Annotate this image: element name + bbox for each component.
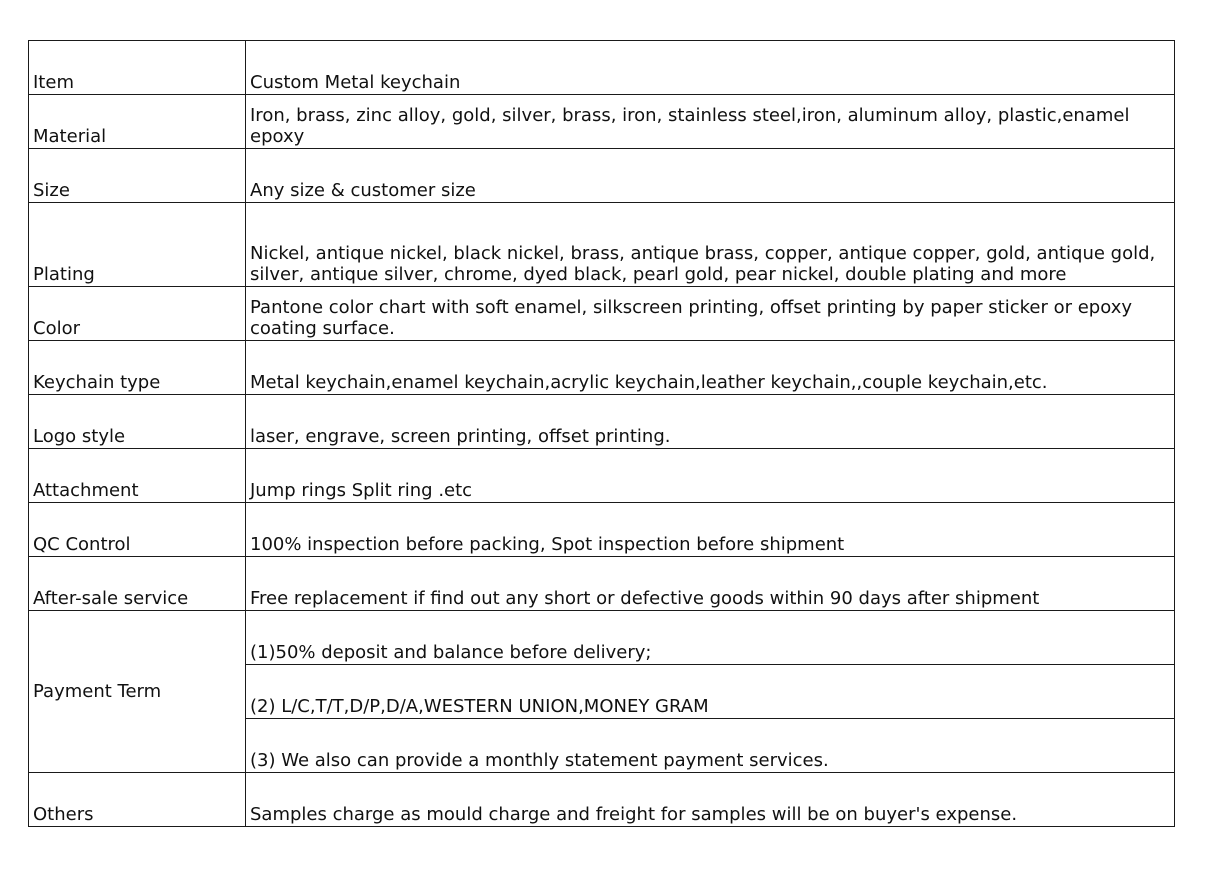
row-label: Others: [29, 773, 246, 827]
spec-table: [28, 40, 1175, 827]
row-label: Size: [29, 149, 246, 203]
row-label: Color: [29, 287, 246, 341]
payment-term-3: (3) We also can provide a monthly statement payment services.: [246, 719, 1175, 773]
row-value: Metal keychain,enamel keychain,acrylic keychain,leather keychain,,couple keychain,etc.: [246, 341, 1175, 395]
table-row-payment-term: [29, 611, 1175, 665]
payment-term-1: (1)50% deposit and balance before delivery;: [246, 611, 1175, 665]
table-row-plating: [29, 203, 1175, 287]
table-row-after-sale-service: [29, 557, 1175, 611]
row-label: Keychain type: [29, 341, 246, 395]
table-row-material: [29, 95, 1175, 149]
payment-term-2: (2) L/C,T/T,D/P,D/A,WESTERN UNION,MONEY GRAM: [246, 665, 1175, 719]
row-label: Item: [29, 41, 246, 95]
row-value: 100% inspection before packing, Spot inspection before shipment: [246, 503, 1175, 557]
row-value: Samples charge as mould charge and freight for samples will be on buyer's expense.: [246, 773, 1175, 827]
row-value: Iron, brass, zinc alloy, gold, silver, brass, iron, stainless steel,iron, aluminum alloy, plastic,enamel epoxy: [246, 95, 1175, 149]
row-label: Attachment: [29, 449, 246, 503]
row-label: Logo style: [29, 395, 246, 449]
row-value: Nickel, antique nickel, black nickel, brass, antique brass, copper, antique copper, gold, antique gold, silver, antique silver, chrome, dyed black, pearl gold, pear nickel, double plating and more: [246, 203, 1175, 287]
row-label: QC Control: [29, 503, 246, 557]
row-value: Jump rings Split ring .etc: [246, 449, 1175, 503]
table-row-qc-control: [29, 503, 1175, 557]
row-label: Payment Term: [29, 611, 246, 773]
table-row-logo-style: [29, 395, 1175, 449]
table-row-color: [29, 287, 1175, 341]
row-value: Pantone color chart with soft enamel, silkscreen printing, offset printing by paper sticker or epoxy coating surface.: [246, 287, 1175, 341]
row-value: Custom Metal keychain: [246, 41, 1175, 95]
row-value: laser, engrave, screen printing, offset printing.: [246, 395, 1175, 449]
table-row-item: [29, 41, 1175, 95]
row-label: After-sale service: [29, 557, 246, 611]
table-row-size: [29, 149, 1175, 203]
table-row-attachment: [29, 449, 1175, 503]
row-label: Plating: [29, 203, 246, 287]
table-row-others: [29, 773, 1175, 827]
table-row-keychain-type: [29, 341, 1175, 395]
row-value: Any size & customer size: [246, 149, 1175, 203]
row-value: Free replacement if find out any short or defective goods within 90 days after shipment: [246, 557, 1175, 611]
row-label: Material: [29, 95, 246, 149]
